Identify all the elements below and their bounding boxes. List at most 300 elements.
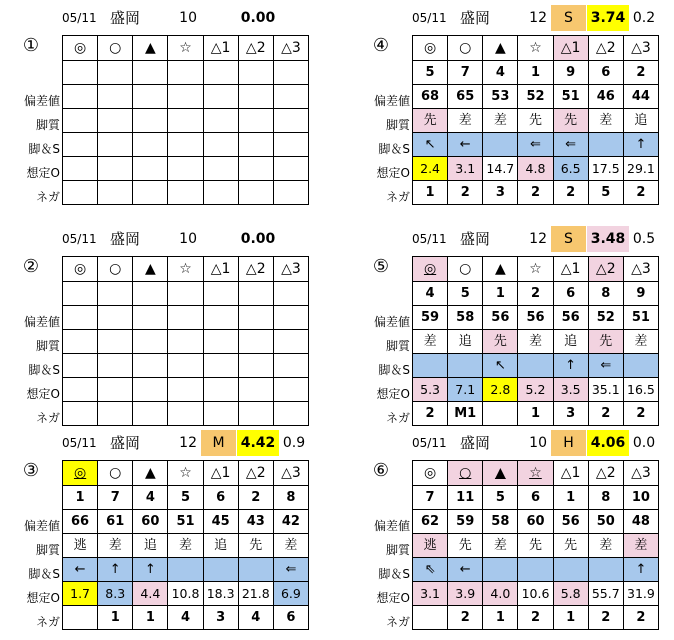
horse-number-cell: 1 (63, 486, 98, 510)
grid-row-dev (63, 85, 309, 109)
horse-number-cell: 9 (553, 61, 588, 85)
mark-cell: △1 (203, 36, 238, 61)
pace-arrow-cell: ⇐ (553, 133, 588, 157)
mark-cell: ○ (448, 36, 483, 61)
row-label: 偏差値 (373, 315, 410, 329)
horse-number-cell: 11 (448, 486, 483, 510)
negative-cell (98, 402, 133, 426)
pace-arrow-cell (238, 354, 273, 378)
mark-cell: △3 (623, 461, 658, 486)
pace-arrow-cell (448, 354, 483, 378)
running-style-cell: 差 (483, 109, 518, 133)
odds-cell: 7.1 (448, 378, 483, 402)
odds-cell (63, 378, 98, 402)
race-score-secondary (279, 5, 309, 31)
mark-cell: △2 (588, 36, 623, 61)
deviation-cell: 52 (518, 85, 553, 109)
race-score-secondary: 0.5 (632, 231, 656, 247)
row-label: 想定O (26, 166, 60, 180)
pace-arrow-cell: ← (448, 133, 483, 157)
row-label: 想定O (376, 387, 410, 401)
negative-cell (98, 181, 133, 205)
running-style-cell: 先 (553, 534, 588, 558)
deviation-cell: 58 (448, 306, 483, 330)
odds-cell (98, 157, 133, 181)
grid-row-odds (413, 157, 659, 181)
horse-number-cell (63, 61, 98, 85)
mark-cell: △2 (588, 461, 623, 486)
panel-number: ④ (372, 35, 390, 56)
deviation-cell: 61 (98, 510, 133, 534)
row-label: 偏差値 (23, 519, 60, 533)
grid-row-dev (413, 510, 659, 534)
running-style-cell: 先 (413, 109, 448, 133)
deviation-cell: 59 (448, 510, 483, 534)
pace-arrow-cell (413, 354, 448, 378)
horse-number-cell: 5 (168, 486, 203, 510)
grid-row-horse (413, 282, 659, 306)
running-style-cell: 追 (623, 109, 658, 133)
deviation-cell: 59 (413, 306, 448, 330)
row-label: ネガ (385, 615, 410, 629)
running-style-cell: 追 (133, 534, 168, 558)
horse-number-cell: 4 (483, 61, 518, 85)
running-style-cell: 差 (413, 330, 448, 354)
negative-cell: 1 (98, 606, 133, 630)
pace-arrow-cell: ⇖ (413, 558, 448, 582)
grid-row-style (63, 534, 309, 558)
odds-cell: 6.9 (273, 582, 308, 606)
pace-arrow-cell (483, 133, 518, 157)
deviation-cell: 44 (623, 85, 658, 109)
odds-cell (273, 157, 308, 181)
negative-cell: 1 (413, 181, 448, 205)
negative-cell (273, 402, 308, 426)
mark-cell: ◎ (413, 36, 448, 61)
negative-cell: 4 (238, 606, 273, 630)
running-style-cell (238, 109, 273, 133)
race-venue: 盛岡 (460, 230, 491, 248)
odds-cell: 31.9 (623, 582, 658, 606)
running-style-cell (133, 330, 168, 354)
row-label: 偏差値 (373, 519, 410, 533)
deviation-cell: 42 (273, 510, 308, 534)
odds-cell: 21.8 (238, 582, 273, 606)
prediction-grid (412, 256, 659, 426)
running-style-cell: 差 (518, 330, 553, 354)
grid-row-neg (63, 402, 309, 426)
odds-cell: 6.5 (553, 157, 588, 181)
negative-cell (63, 181, 98, 205)
grid-row-horse (63, 61, 309, 85)
row-label: 脚＆S (378, 363, 410, 377)
odds-cell: 18.3 (203, 582, 238, 606)
mark-cell: △3 (273, 257, 308, 282)
deviation-cell: 50 (588, 510, 623, 534)
running-style-cell: 先 (448, 534, 483, 558)
row-label: ネガ (35, 615, 60, 629)
running-style-cell: 先 (518, 109, 553, 133)
race-panel (22, 5, 384, 215)
row-label: 想定O (376, 166, 410, 180)
deviation-cell: 62 (413, 510, 448, 534)
race-date: 05/11 (412, 436, 447, 450)
negative-cell (203, 402, 238, 426)
running-style-cell: 差 (623, 534, 658, 558)
mark-cell: ☆ (168, 36, 203, 61)
running-style-cell: 差 (273, 534, 308, 558)
odds-cell: 5.3 (413, 378, 448, 402)
horse-number-cell: 6 (553, 282, 588, 306)
race-grade-mark (201, 226, 236, 252)
mark-cell: △1 (553, 36, 588, 61)
pace-arrow-cell (63, 354, 98, 378)
grid-row-odds (413, 378, 659, 402)
horse-number-cell (238, 61, 273, 85)
odds-cell (133, 378, 168, 402)
pace-arrow-cell (203, 558, 238, 582)
race-score-secondary: 0.9 (282, 435, 306, 451)
mark-cell: ○ (98, 257, 133, 282)
horse-number-cell: 4 (133, 486, 168, 510)
mark-cell: △3 (273, 36, 308, 61)
row-label: 想定O (26, 591, 60, 605)
race-header (62, 430, 384, 456)
grid-row-neg (413, 402, 659, 426)
horse-number-cell: 4 (413, 282, 448, 306)
row-label: 想定O (376, 591, 410, 605)
deviation-cell: 43 (238, 510, 273, 534)
grid-row-marks (413, 36, 659, 61)
negative-cell: 3 (553, 402, 588, 426)
pace-arrow-cell (588, 558, 623, 582)
row-label: ネガ (385, 411, 410, 425)
horse-number-cell: 7 (98, 486, 133, 510)
negative-cell: 2 (588, 606, 623, 630)
race-score: 0.00 (240, 231, 276, 247)
race-number: 10 (179, 231, 197, 247)
deviation-cell (168, 85, 203, 109)
grid-row-style (413, 330, 659, 354)
negative-cell: 2 (448, 606, 483, 630)
horse-number-cell: 5 (448, 282, 483, 306)
grid-row-odds (63, 378, 309, 402)
running-style-cell: 差 (588, 109, 623, 133)
odds-cell (203, 378, 238, 402)
race-score: 4.42 (237, 430, 279, 456)
grid-row-style (413, 534, 659, 558)
deviation-cell (168, 306, 203, 330)
race-number: 12 (179, 435, 197, 451)
negative-cell: 1 (483, 606, 518, 630)
grid-row-arrows (413, 133, 659, 157)
odds-cell: 2.8 (483, 378, 518, 402)
running-style-cell: 先 (588, 330, 623, 354)
deviation-cell: 66 (63, 510, 98, 534)
race-header (412, 5, 674, 31)
row-label: 偏差値 (373, 94, 410, 108)
pace-arrow-cell: ↑ (623, 558, 658, 582)
deviation-cell (98, 85, 133, 109)
pace-arrow-cell (133, 133, 168, 157)
mark-cell: ○ (98, 36, 133, 61)
running-style-cell (168, 109, 203, 133)
deviation-cell: 58 (483, 510, 518, 534)
race-number: 10 (179, 10, 197, 26)
mark-cell: ◎ (63, 257, 98, 282)
mark-cell: ☆ (168, 257, 203, 282)
horse-number-cell: 10 (623, 486, 658, 510)
odds-cell: 5.8 (553, 582, 588, 606)
row-label: 脚質 (35, 118, 60, 132)
negative-cell: 1 (133, 606, 168, 630)
running-style-cell (203, 330, 238, 354)
deviation-cell: 53 (483, 85, 518, 109)
odds-cell: 2.4 (413, 157, 448, 181)
running-style-cell: 先 (238, 534, 273, 558)
deviation-cell (98, 306, 133, 330)
mark-cell: ◎ (413, 257, 448, 282)
panel-number: ③ (22, 460, 40, 481)
odds-cell: 4.0 (483, 582, 518, 606)
grid-row-odds (413, 582, 659, 606)
horse-number-cell: 2 (238, 486, 273, 510)
running-style-cell: 差 (483, 534, 518, 558)
grid-row-neg (413, 606, 659, 630)
deviation-cell: 56 (553, 306, 588, 330)
pace-arrow-cell (518, 558, 553, 582)
mark-cell: ◎ (63, 461, 98, 486)
pace-arrow-cell: ← (63, 558, 98, 582)
panel-number: ⑤ (372, 256, 390, 277)
row-label: 偏差値 (23, 315, 60, 329)
deviation-cell (273, 306, 308, 330)
horse-number-cell (133, 282, 168, 306)
deviation-cell: 48 (623, 510, 658, 534)
row-label: ネガ (35, 190, 60, 204)
pace-arrow-cell: ↑ (553, 354, 588, 378)
prediction-grid (412, 35, 659, 205)
deviation-cell: 45 (203, 510, 238, 534)
grid-row-dev (413, 85, 659, 109)
prediction-grid (62, 35, 309, 205)
negative-cell: 5 (588, 181, 623, 205)
pace-arrow-cell (273, 354, 308, 378)
negative-cell (238, 181, 273, 205)
mark-cell: △1 (203, 257, 238, 282)
race-header (412, 226, 674, 252)
prediction-grid (62, 460, 309, 630)
horse-number-cell (98, 61, 133, 85)
deviation-cell (63, 85, 98, 109)
row-label: 脚質 (35, 543, 60, 557)
running-style-cell: 先 (483, 330, 518, 354)
negative-cell: 3 (483, 181, 518, 205)
pace-arrow-cell (133, 354, 168, 378)
grid-row-marks (63, 257, 309, 282)
running-style-cell: 差 (168, 534, 203, 558)
horse-number-cell (168, 61, 203, 85)
race-date: 05/11 (62, 11, 97, 25)
running-style-cell: 差 (623, 330, 658, 354)
deviation-cell (63, 306, 98, 330)
negative-cell (238, 402, 273, 426)
running-style-cell: 差 (98, 534, 133, 558)
odds-cell: 3.1 (413, 582, 448, 606)
negative-cell: M1 (448, 402, 483, 426)
horse-number-cell: 7 (413, 486, 448, 510)
odds-cell: 5.2 (518, 378, 553, 402)
row-label: 想定O (26, 387, 60, 401)
race-grade-mark: S (551, 5, 586, 31)
grid-row-marks (413, 257, 659, 282)
pace-arrow-cell (203, 133, 238, 157)
grid-row-neg (413, 181, 659, 205)
race-panel (372, 226, 674, 436)
race-panel (372, 430, 674, 640)
running-style-cell: 追 (553, 330, 588, 354)
race-score: 4.06 (587, 430, 629, 456)
deviation-cell (238, 306, 273, 330)
grid-row-marks (63, 461, 309, 486)
row-label: 脚質 (385, 118, 410, 132)
negative-cell: 6 (273, 606, 308, 630)
pace-arrow-cell (238, 558, 273, 582)
grid-row-style (63, 109, 309, 133)
race-score: 0.00 (240, 10, 276, 26)
running-style-cell: 追 (203, 534, 238, 558)
pace-arrow-cell (168, 354, 203, 378)
deviation-cell (238, 85, 273, 109)
running-style-cell (63, 330, 98, 354)
running-style-cell (98, 330, 133, 354)
odds-cell: 16.5 (623, 378, 658, 402)
race-header (412, 430, 674, 456)
negative-cell (168, 181, 203, 205)
odds-cell (63, 157, 98, 181)
row-label: 脚質 (385, 543, 410, 557)
grid-row-marks (413, 461, 659, 486)
mark-cell: △3 (623, 257, 658, 282)
pace-arrow-cell: ↖ (413, 133, 448, 157)
negative-cell (413, 606, 448, 630)
pace-arrow-cell (63, 133, 98, 157)
grid-row-horse (63, 486, 309, 510)
deviation-cell: 56 (483, 306, 518, 330)
negative-cell (133, 181, 168, 205)
race-venue: 盛岡 (110, 9, 141, 27)
negative-cell (168, 402, 203, 426)
mark-cell: ☆ (168, 461, 203, 486)
race-venue: 盛岡 (460, 9, 491, 27)
negative-cell (63, 402, 98, 426)
race-panel (22, 226, 384, 436)
running-style-cell: 先 (553, 109, 588, 133)
pace-arrow-cell: ↑ (133, 558, 168, 582)
race-score-secondary: 0.0 (632, 435, 656, 451)
negative-cell: 2 (413, 402, 448, 426)
pace-arrow-cell (168, 558, 203, 582)
odds-cell: 17.5 (588, 157, 623, 181)
horse-number-cell: 9 (623, 282, 658, 306)
horse-number-cell (133, 61, 168, 85)
odds-cell: 10.6 (518, 582, 553, 606)
panel-number: ② (22, 256, 40, 277)
grid-row-neg (63, 606, 309, 630)
odds-cell: 10.8 (168, 582, 203, 606)
deviation-cell: 68 (413, 85, 448, 109)
race-score-secondary (279, 226, 309, 252)
mark-cell: △2 (238, 36, 273, 61)
pace-arrow-cell: ↑ (98, 558, 133, 582)
negative-cell (273, 181, 308, 205)
deviation-cell (133, 85, 168, 109)
mark-cell: ☆ (518, 461, 553, 486)
row-label: 脚＆S (28, 567, 60, 581)
race-score: 3.48 (587, 226, 629, 252)
grid-row-odds (63, 157, 309, 181)
odds-cell (168, 157, 203, 181)
race-grade-mark (201, 5, 236, 31)
deviation-cell: 51 (553, 85, 588, 109)
horse-number-cell (273, 282, 308, 306)
grid-row-horse (413, 486, 659, 510)
mark-cell: △2 (588, 257, 623, 282)
horse-number-cell: 1 (483, 282, 518, 306)
negative-cell: 2 (588, 402, 623, 426)
grid-row-dev (413, 306, 659, 330)
race-date: 05/11 (62, 436, 97, 450)
pace-arrow-cell (273, 133, 308, 157)
grid-row-arrows (63, 133, 309, 157)
running-style-cell (203, 109, 238, 133)
deviation-cell: 52 (588, 306, 623, 330)
deviation-cell: 46 (588, 85, 623, 109)
pace-arrow-cell (553, 558, 588, 582)
horse-number-cell: 8 (273, 486, 308, 510)
odds-cell: 4.4 (133, 582, 168, 606)
pace-arrow-cell: ← (448, 558, 483, 582)
row-label: 脚＆S (28, 142, 60, 156)
pace-arrow-cell: ↑ (623, 133, 658, 157)
mark-cell: △1 (553, 461, 588, 486)
row-label: 脚＆S (378, 567, 410, 581)
odds-cell (133, 157, 168, 181)
race-date: 05/11 (412, 11, 447, 25)
odds-cell: 35.1 (588, 378, 623, 402)
horse-number-cell: 5 (413, 61, 448, 85)
horse-number-cell (98, 282, 133, 306)
negative-cell: 4 (168, 606, 203, 630)
negative-cell: 2 (623, 606, 658, 630)
race-grade-mark: S (551, 226, 586, 252)
running-style-cell (98, 109, 133, 133)
mark-cell: △2 (238, 257, 273, 282)
deviation-cell (273, 85, 308, 109)
mark-cell: ◎ (413, 461, 448, 486)
pace-arrow-cell: ↖ (483, 354, 518, 378)
grid-row-horse (413, 61, 659, 85)
horse-number-cell: 2 (518, 282, 553, 306)
race-panel (372, 5, 674, 215)
pace-arrow-cell (98, 354, 133, 378)
race-score: 3.74 (587, 5, 629, 31)
odds-cell (238, 378, 273, 402)
mark-cell: ○ (448, 461, 483, 486)
deviation-cell: 60 (518, 510, 553, 534)
running-style-cell (168, 330, 203, 354)
grid-row-arrows (63, 354, 309, 378)
